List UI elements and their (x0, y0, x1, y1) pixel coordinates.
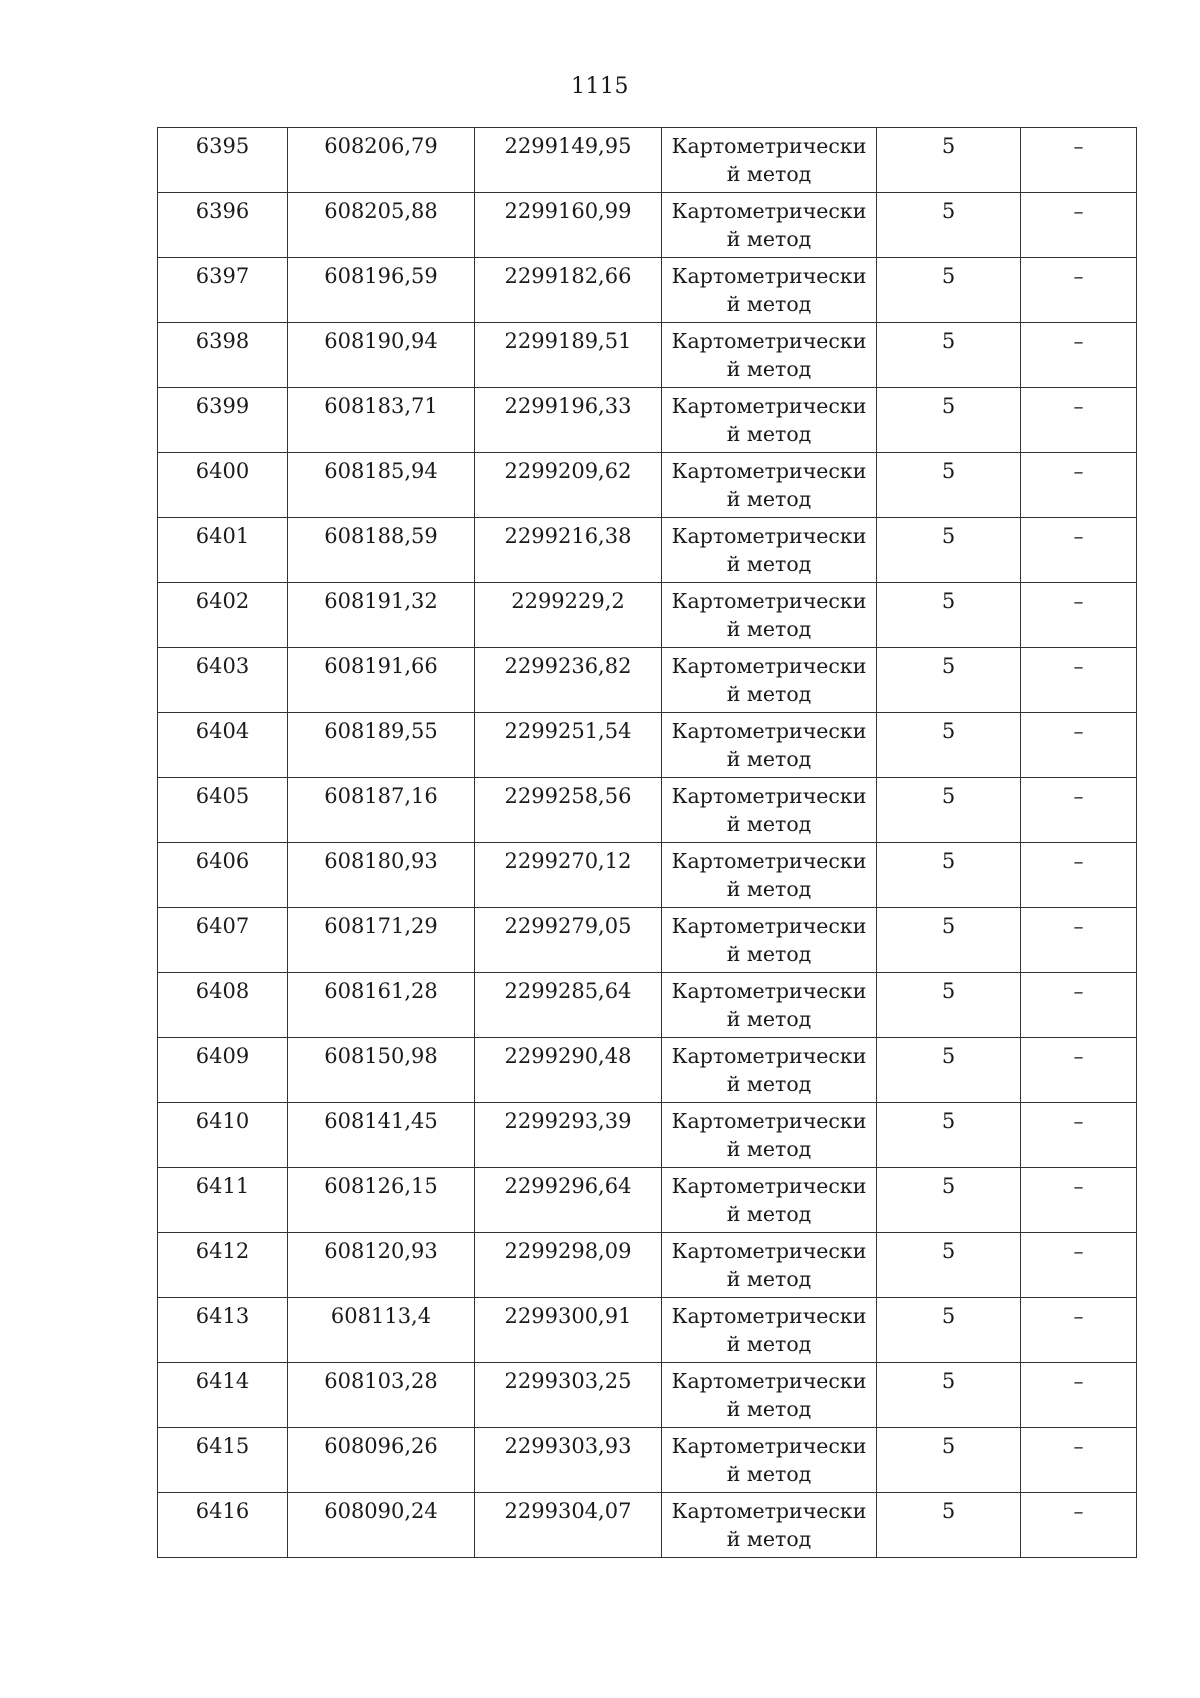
cell-coordinate-y: 2299251,54 (475, 713, 662, 778)
cell-coordinate-y: 2299229,2 (475, 583, 662, 648)
table-row (158, 1298, 1137, 1363)
cell-coordinate-y: 2299182,66 (475, 258, 662, 323)
cell-method: Картометрически й метод (662, 843, 877, 908)
cell-coordinate-y: 2299160,99 (475, 193, 662, 258)
cell-point-number: 6406 (158, 843, 288, 908)
cell-accuracy: 5 (877, 453, 1021, 518)
cell-method: Картометрически й метод (662, 1038, 877, 1103)
table-row (158, 583, 1137, 648)
cell-coordinate-x: 608096,26 (288, 1428, 475, 1493)
cell-coordinate-x: 608090,24 (288, 1493, 475, 1558)
cell-point-number: 6400 (158, 453, 288, 518)
cell-coordinate-y: 2299236,82 (475, 648, 662, 713)
cell-point-number: 6412 (158, 1233, 288, 1298)
cell-point-number: 6405 (158, 778, 288, 843)
table-row (158, 1428, 1137, 1493)
cell-note: – (1021, 453, 1137, 518)
cell-coordinate-y: 2299300,91 (475, 1298, 662, 1363)
cell-coordinate-y: 2299296,64 (475, 1168, 662, 1233)
cell-coordinate-y: 2299304,07 (475, 1493, 662, 1558)
cell-method: Картометрически й метод (662, 193, 877, 258)
cell-accuracy: 5 (877, 1038, 1021, 1103)
cell-method: Картометрически й метод (662, 713, 877, 778)
cell-coordinate-x: 608190,94 (288, 323, 475, 388)
cell-method: Картометрически й метод (662, 323, 877, 388)
cell-note: – (1021, 128, 1137, 193)
cell-accuracy: 5 (877, 1168, 1021, 1233)
cell-method: Картометрически й метод (662, 1298, 877, 1363)
table-row (158, 713, 1137, 778)
cell-note: – (1021, 388, 1137, 453)
cell-accuracy: 5 (877, 778, 1021, 843)
cell-note: – (1021, 778, 1137, 843)
cell-method: Картометрически й метод (662, 388, 877, 453)
cell-coordinate-y: 2299209,62 (475, 453, 662, 518)
cell-note: – (1021, 193, 1137, 258)
cell-point-number: 6408 (158, 973, 288, 1038)
cell-coordinate-x: 608171,29 (288, 908, 475, 973)
cell-accuracy: 5 (877, 1428, 1021, 1493)
cell-coordinate-x: 608113,4 (288, 1298, 475, 1363)
cell-accuracy: 5 (877, 1363, 1021, 1428)
cell-method: Картометрически й метод (662, 1428, 877, 1493)
cell-accuracy: 5 (877, 323, 1021, 388)
cell-point-number: 6398 (158, 323, 288, 388)
cell-accuracy: 5 (877, 1103, 1021, 1168)
cell-note: – (1021, 843, 1137, 908)
cell-accuracy: 5 (877, 193, 1021, 258)
table-row (158, 908, 1137, 973)
cell-coordinate-x: 608183,71 (288, 388, 475, 453)
cell-method: Картометрически й метод (662, 648, 877, 713)
cell-accuracy: 5 (877, 1493, 1021, 1558)
cell-coordinate-y: 2299196,33 (475, 388, 662, 453)
cell-accuracy: 5 (877, 908, 1021, 973)
cell-point-number: 6404 (158, 713, 288, 778)
cell-method: Картометрически й метод (662, 1493, 877, 1558)
cell-note: – (1021, 1233, 1137, 1298)
table-row (158, 453, 1137, 518)
cell-coordinate-x: 608187,16 (288, 778, 475, 843)
cell-method: Картометрически й метод (662, 258, 877, 323)
cell-note: – (1021, 1103, 1137, 1168)
cell-point-number: 6416 (158, 1493, 288, 1558)
cell-method: Картометрически й метод (662, 453, 877, 518)
cell-point-number: 6407 (158, 908, 288, 973)
cell-point-number: 6414 (158, 1363, 288, 1428)
table-row (158, 258, 1137, 323)
cell-coordinate-y: 2299285,64 (475, 973, 662, 1038)
cell-coordinate-x: 608189,55 (288, 713, 475, 778)
cell-accuracy: 5 (877, 713, 1021, 778)
cell-method: Картометрически й метод (662, 973, 877, 1038)
cell-point-number: 6415 (158, 1428, 288, 1493)
cell-point-number: 6395 (158, 128, 288, 193)
cell-accuracy: 5 (877, 128, 1021, 193)
cell-coordinate-y: 2299189,51 (475, 323, 662, 388)
cell-point-number: 6396 (158, 193, 288, 258)
table-row (158, 1038, 1137, 1103)
table-row (158, 778, 1137, 843)
cell-coordinate-y: 2299298,09 (475, 1233, 662, 1298)
cell-point-number: 6409 (158, 1038, 288, 1103)
cell-note: – (1021, 908, 1137, 973)
cell-note: – (1021, 1168, 1137, 1233)
cell-coordinate-x: 608185,94 (288, 453, 475, 518)
cell-point-number: 6402 (158, 583, 288, 648)
cell-note: – (1021, 713, 1137, 778)
table-row (158, 973, 1137, 1038)
cell-note: – (1021, 648, 1137, 713)
cell-note: – (1021, 973, 1137, 1038)
cell-method: Картометрически й метод (662, 1363, 877, 1428)
table-row (158, 518, 1137, 583)
table-row (158, 1103, 1137, 1168)
table-row (158, 1233, 1137, 1298)
table-row (158, 1363, 1137, 1428)
cell-method: Картометрически й метод (662, 1233, 877, 1298)
cell-method: Картометрически й метод (662, 1103, 877, 1168)
cell-coordinate-x: 608205,88 (288, 193, 475, 258)
cell-coordinate-y: 2299149,95 (475, 128, 662, 193)
cell-accuracy: 5 (877, 388, 1021, 453)
cell-coordinate-x: 608180,93 (288, 843, 475, 908)
cell-coordinate-x: 608161,28 (288, 973, 475, 1038)
table-row (158, 128, 1137, 193)
cell-note: – (1021, 1493, 1137, 1558)
cell-point-number: 6401 (158, 518, 288, 583)
cell-coordinate-x: 608188,59 (288, 518, 475, 583)
cell-note: – (1021, 1363, 1137, 1428)
coordinates-table-container (157, 127, 1136, 1558)
cell-coordinate-y: 2299303,25 (475, 1363, 662, 1428)
table-row (158, 648, 1137, 713)
table-row (158, 1493, 1137, 1558)
cell-point-number: 6413 (158, 1298, 288, 1363)
cell-coordinate-x: 608141,45 (288, 1103, 475, 1168)
cell-coordinate-y: 2299290,48 (475, 1038, 662, 1103)
cell-method: Картометрически й метод (662, 778, 877, 843)
cell-coordinate-x: 608150,98 (288, 1038, 475, 1103)
table-row (158, 843, 1137, 908)
cell-note: – (1021, 1298, 1137, 1363)
table-row (158, 388, 1137, 453)
cell-point-number: 6397 (158, 258, 288, 323)
cell-note: – (1021, 258, 1137, 323)
table-row (158, 193, 1137, 258)
cell-note: – (1021, 1038, 1137, 1103)
cell-accuracy: 5 (877, 1233, 1021, 1298)
cell-point-number: 6410 (158, 1103, 288, 1168)
cell-note: – (1021, 323, 1137, 388)
cell-coordinate-x: 608191,66 (288, 648, 475, 713)
cell-coordinate-x: 608196,59 (288, 258, 475, 323)
cell-coordinate-x: 608103,28 (288, 1363, 475, 1428)
cell-note: – (1021, 1428, 1137, 1493)
cell-point-number: 6411 (158, 1168, 288, 1233)
cell-note: – (1021, 518, 1137, 583)
cell-coordinate-x: 608126,15 (288, 1168, 475, 1233)
cell-coordinate-y: 2299216,38 (475, 518, 662, 583)
cell-coordinate-y: 2299270,12 (475, 843, 662, 908)
cell-method: Картометрически й метод (662, 1168, 877, 1233)
cell-coordinate-y: 2299293,39 (475, 1103, 662, 1168)
cell-accuracy: 5 (877, 973, 1021, 1038)
cell-method: Картометрически й метод (662, 518, 877, 583)
cell-method: Картометрически й метод (662, 583, 877, 648)
page-number: 1115 (571, 74, 629, 99)
cell-coordinate-y: 2299258,56 (475, 778, 662, 843)
cell-accuracy: 5 (877, 258, 1021, 323)
table-row (158, 323, 1137, 388)
cell-note: – (1021, 583, 1137, 648)
cell-coordinate-x: 608120,93 (288, 1233, 475, 1298)
cell-point-number: 6403 (158, 648, 288, 713)
cell-coordinate-y: 2299279,05 (475, 908, 662, 973)
cell-accuracy: 5 (877, 518, 1021, 583)
cell-method: Картометрически й метод (662, 128, 877, 193)
cell-method: Картометрически й метод (662, 908, 877, 973)
cell-accuracy: 5 (877, 648, 1021, 713)
cell-accuracy: 5 (877, 583, 1021, 648)
cell-coordinate-x: 608191,32 (288, 583, 475, 648)
coordinates-table (157, 127, 1137, 1558)
cell-point-number: 6399 (158, 388, 288, 453)
cell-coordinate-y: 2299303,93 (475, 1428, 662, 1493)
cell-accuracy: 5 (877, 843, 1021, 908)
cell-coordinate-x: 608206,79 (288, 128, 475, 193)
table-row (158, 1168, 1137, 1233)
cell-accuracy: 5 (877, 1298, 1021, 1363)
coordinates-table-body (158, 128, 1137, 1558)
